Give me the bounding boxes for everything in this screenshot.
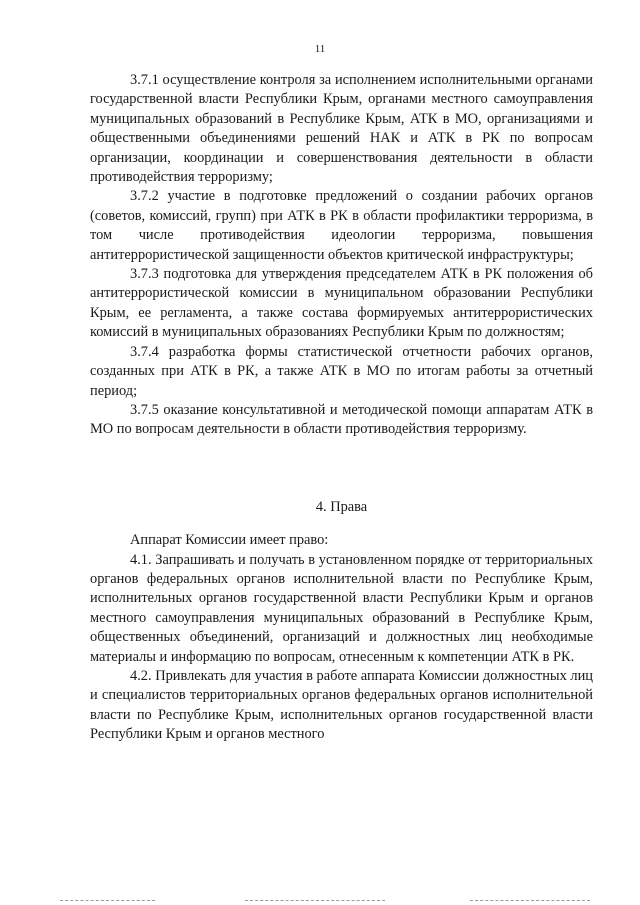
paragraph-3-7-3: 3.7.3 подготовка для утверждения председателем АТК в РК положения об антитеррористической комиссии в муниципальном образовании Республики Крым, ее регламента, а также состава формируемых антитеррористических комиссий в муниципальных образованиях Республики Крым по должностям; bbox=[90, 266, 593, 341]
scan-artifact-line bbox=[470, 900, 590, 901]
paragraph-4-2: 4.2. Привлекать для участия в работе аппарата Комиссии должностных лиц и специалистов территориальных органов федеральных органов исполнительной власти по Республике Крым, исполнительных органов государственной власти Республики Крым и органов местного bbox=[90, 667, 593, 743]
scan-artifact-line bbox=[245, 900, 385, 901]
paragraph-3-7-4: 3.7.4 разработка формы статистической отчетности рабочих органов, созданных при АТК в РК, а также АТК в МО по итогам работы за отчетный период; bbox=[90, 343, 593, 399]
document-body bbox=[90, 71, 593, 745]
page-number: 11 bbox=[314, 43, 326, 55]
scan-artifact-line bbox=[60, 900, 155, 901]
paragraph-3-7-5: 3.7.5 оказание консультативной и методической помощи аппаратам АТК в МО по вопросам деятельности в области противодействия терроризму. bbox=[90, 401, 593, 438]
paragraph-3-7-1: 3.7.1 осуществление контроля за исполнением исполнительными органами государственной власти Республики Крым, органами местного самоуправления муниципальных образований в Республике Крым, АТК в МО, организациями и общественными объединениями решений НАК и АТК в РК по вопросам организации, координации и совершенствования деятельности в области противодействия терроризму; bbox=[90, 72, 593, 186]
section-heading: 4. Права bbox=[315, 498, 368, 515]
paragraph-4-1: 4.1. Запрашивать и получать в установленном порядке от территориальных органов федеральных органов исполнительной власти по Республике Крым, исполнительных органов государственной власти Республики Крым и органов местного самоуправления муниципальных образований в Республике Крым, общественных объединений, организаций и должностных лиц необходимые материалы и информацию по вопросам, отнесенным к компетенции АТК в РК. bbox=[90, 551, 593, 665]
section-intro: Аппарат Комиссии имеет право: bbox=[130, 532, 329, 549]
paragraph-3-7-2: 3.7.2 участие в подготовке предложений о создании рабочих органов (советов, комиссий, групп) при АТК в РК в области профилактики терроризма, в том числе противодействия идеологии терроризма, повышения антитеррористической защищенности объектов критической инфраструктуры; bbox=[90, 188, 593, 263]
